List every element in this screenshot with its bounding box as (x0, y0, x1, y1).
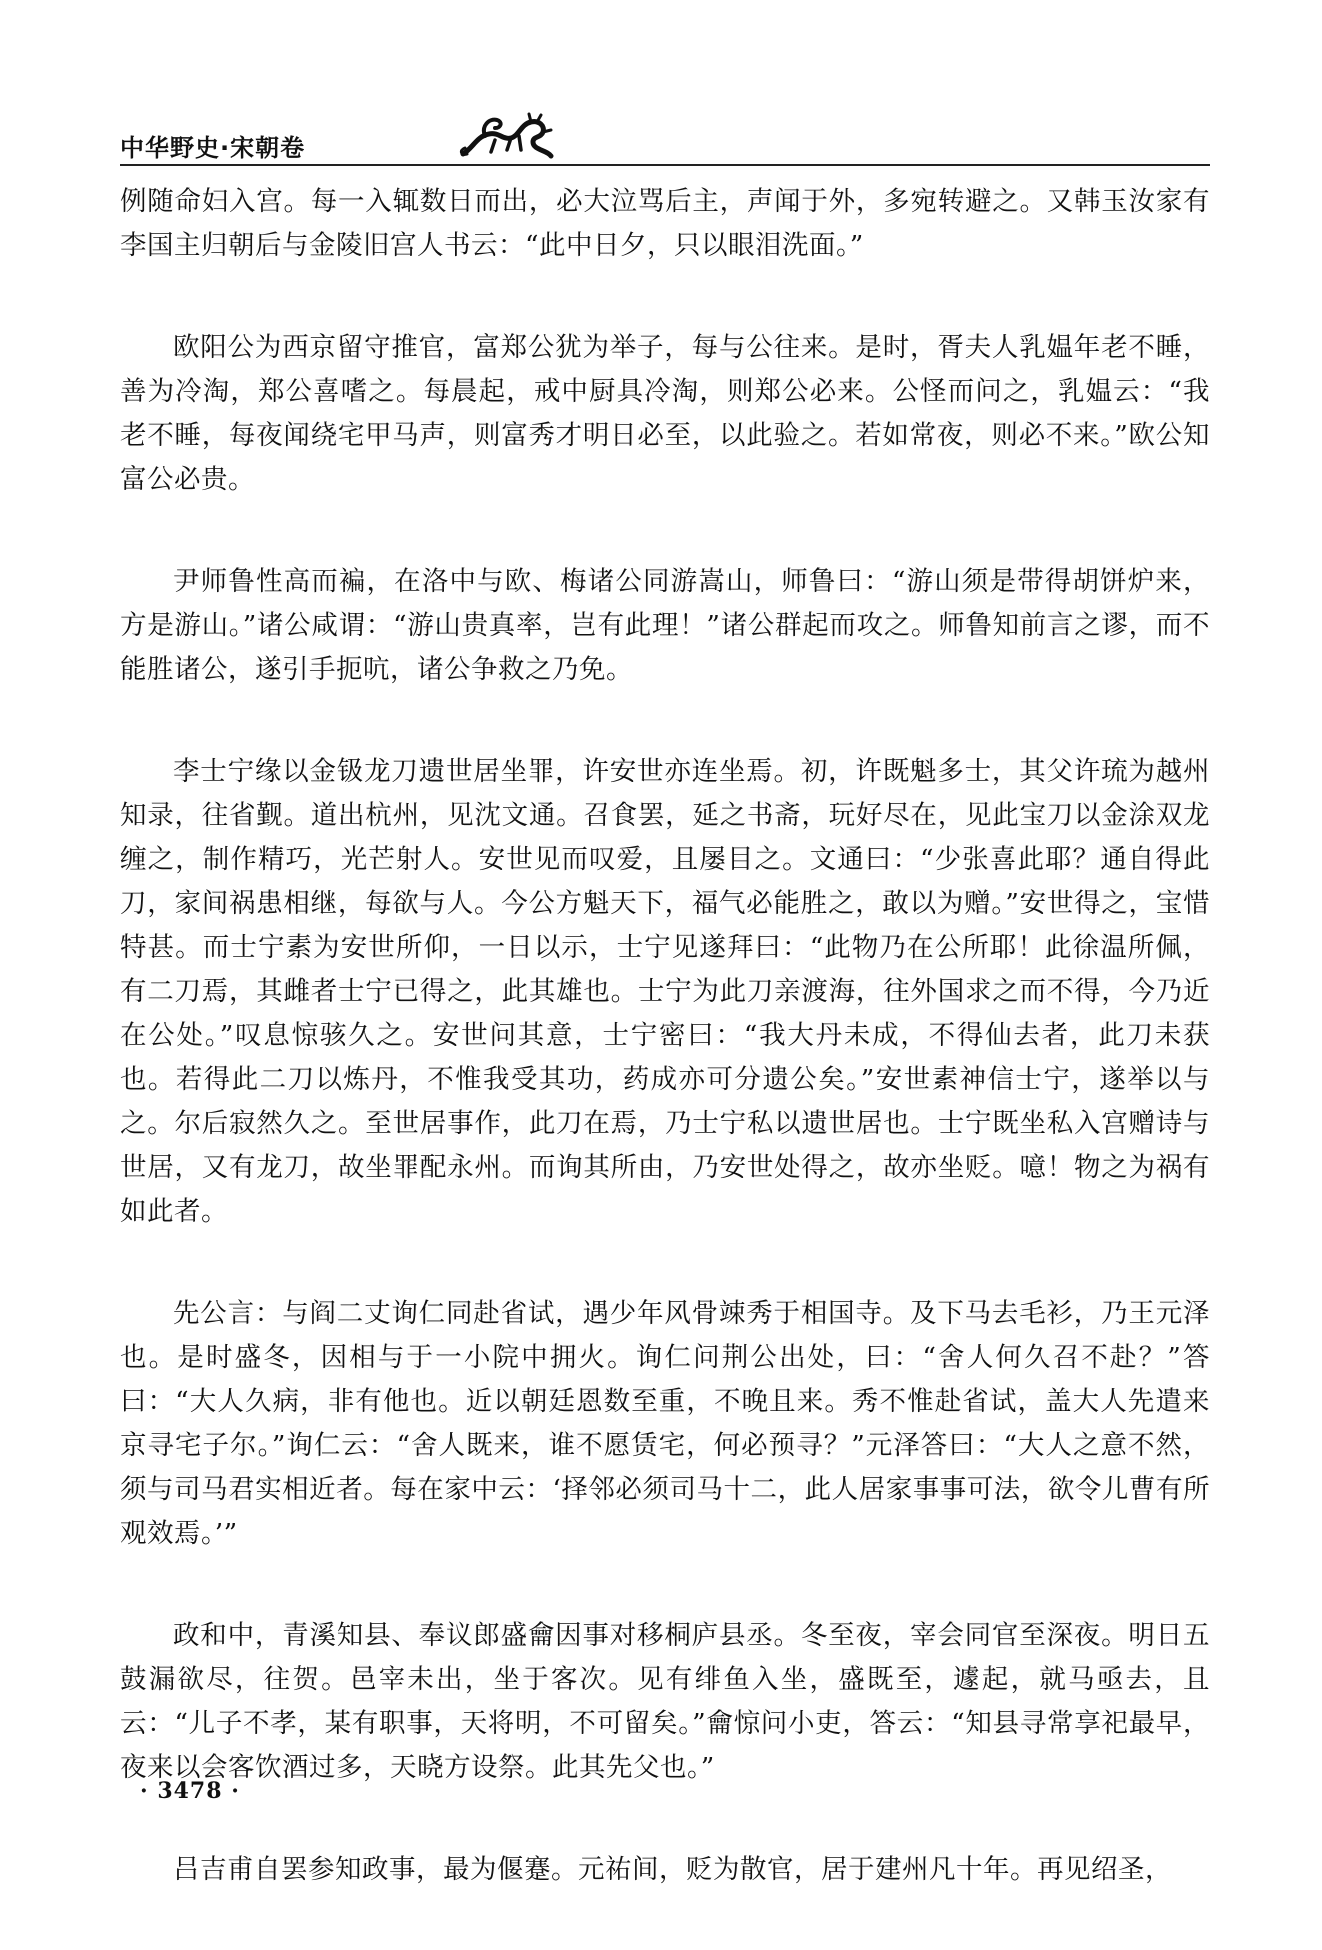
paragraph: 先公言：与阎二丈询仁同赴省试，遇少年风骨竦秀于相国寺。及下马去毛衫，乃王元泽也。是时盛冬，因相与于一小院中拥火。询仁问荆公出处，曰：“舍人何久召不赴？”答曰：“大人久病，非有他也。近以朝廷恩数至重，不晚且来。秀不惟赴省试，盖大人先遣来京寻宅子尔。”询仁云：“舍人既来，谁不愿赁宅，何必预寻？”元泽答曰：“大人之意不然，须与司马君实相近者。每在家中云：‘择邻必须司马十二，此人居家事事可法，欲令儿曹有所观效焉。’” (120, 1298, 1210, 1549)
header-divider (120, 164, 1210, 166)
page-header (120, 110, 1210, 164)
page-body (120, 180, 1210, 1950)
paragraph: 例随命妇入宫。每一入辄数日而出，必大泣骂后主，声闻于外，多宛转避之。又韩玉汝家有李国主归朝后与金陵旧宫人书云：“此中日夕，只以眼泪洗面。” (120, 186, 1210, 261)
book-title: 中华野史·宋朝卷 (120, 134, 306, 162)
dragon-emblem-icon (455, 110, 565, 164)
page-number: · 3478 · (140, 1778, 240, 1804)
paragraph: 吕吉甫自罢参知政事，最为偃蹇。元祐间，贬为散官，居于建州凡十年。再见绍圣， (173, 1854, 1172, 1885)
paragraph: 政和中，青溪知县、奉议郎盛龠因事对移桐庐县丞。冬至夜，宰会同官至深夜。明日五鼓漏欲尽，往贺。邑宰未出，坐于客次。见有绯鱼入坐，盛既至，遽起，就马亟去，且云：“儿子不孝，某有职事，天将明，不可留矣。”龠惊问小吏，答云：“知县寻常享祀最早，夜来以会客饮酒过多，天晓方设祭。此其先父也。” (120, 1620, 1210, 1783)
paragraph: 欧阳公为西京留守推官，富郑公犹为举子，每与公往来。是时，胥夫人乳媪年老不睡，善为冷淘，郑公喜嗜之。每晨起，戒中厨具冷淘，则郑公必来。公怪而问之，乳媪云：“我老不睡，每夜闻绕宅甲马声，则富秀才明日必至，以此验之。若如常夜，则必不来。”欧公知富公必贵。 (120, 332, 1210, 495)
paragraph: 尹师鲁性高而褊，在洛中与欧、梅诸公同游嵩山，师鲁曰：“游山须是带得胡饼炉来，方是游山。”诸公咸谓：“游山贵真率，岂有此理！”诸公群起而攻之。师鲁知前言之谬，而不能胜诸公，遂引手扼吭，诸公争救之乃免。 (120, 566, 1210, 685)
paragraph: 李士宁缘以金钑龙刀遗世居坐罪，许安世亦连坐焉。初，许既魁多士，其父许琉为越州知录，往省觐。道出杭州，见沈文通。召食罢，延之书斋，玩好尽在，见此宝刀以金涂双龙缠之，制作精巧，光芒射人。安世见而叹爱，且屡目之。文通曰：“少张喜此耶？通自得此刀，家间祸患相继，每欲与人。今公方魁天下，福气必能胜之，敢以为赠。”安世得之，宝惜特甚。而士宁素为安世所仰，一日以示，士宁见遂拜曰：“此物乃在公所耶！此徐温所佩，有二刀焉，其雌者士宁已得之，此其雄也。士宁为此刀亲渡海，往外国求之而不得，今乃近在公处。”叹息惊骇久之。安世问其意，士宁密曰：“我大丹未成，不得仙去者，此刀未获也。若得此二刀以炼丹，不惟我受其功，药成亦可分遗公矣。”安世素神信士宁，遂举以与之。尔后寂然久之。至世居事作，此刀在焉，乃士宁私以遗世居也。士宁既坐私入宫赠诗与世居，又有龙刀，故坐罪配永州。而询其所由，乃安世处得之，故亦坐贬。噫！物之为祸有如此者。 (120, 756, 1210, 1227)
